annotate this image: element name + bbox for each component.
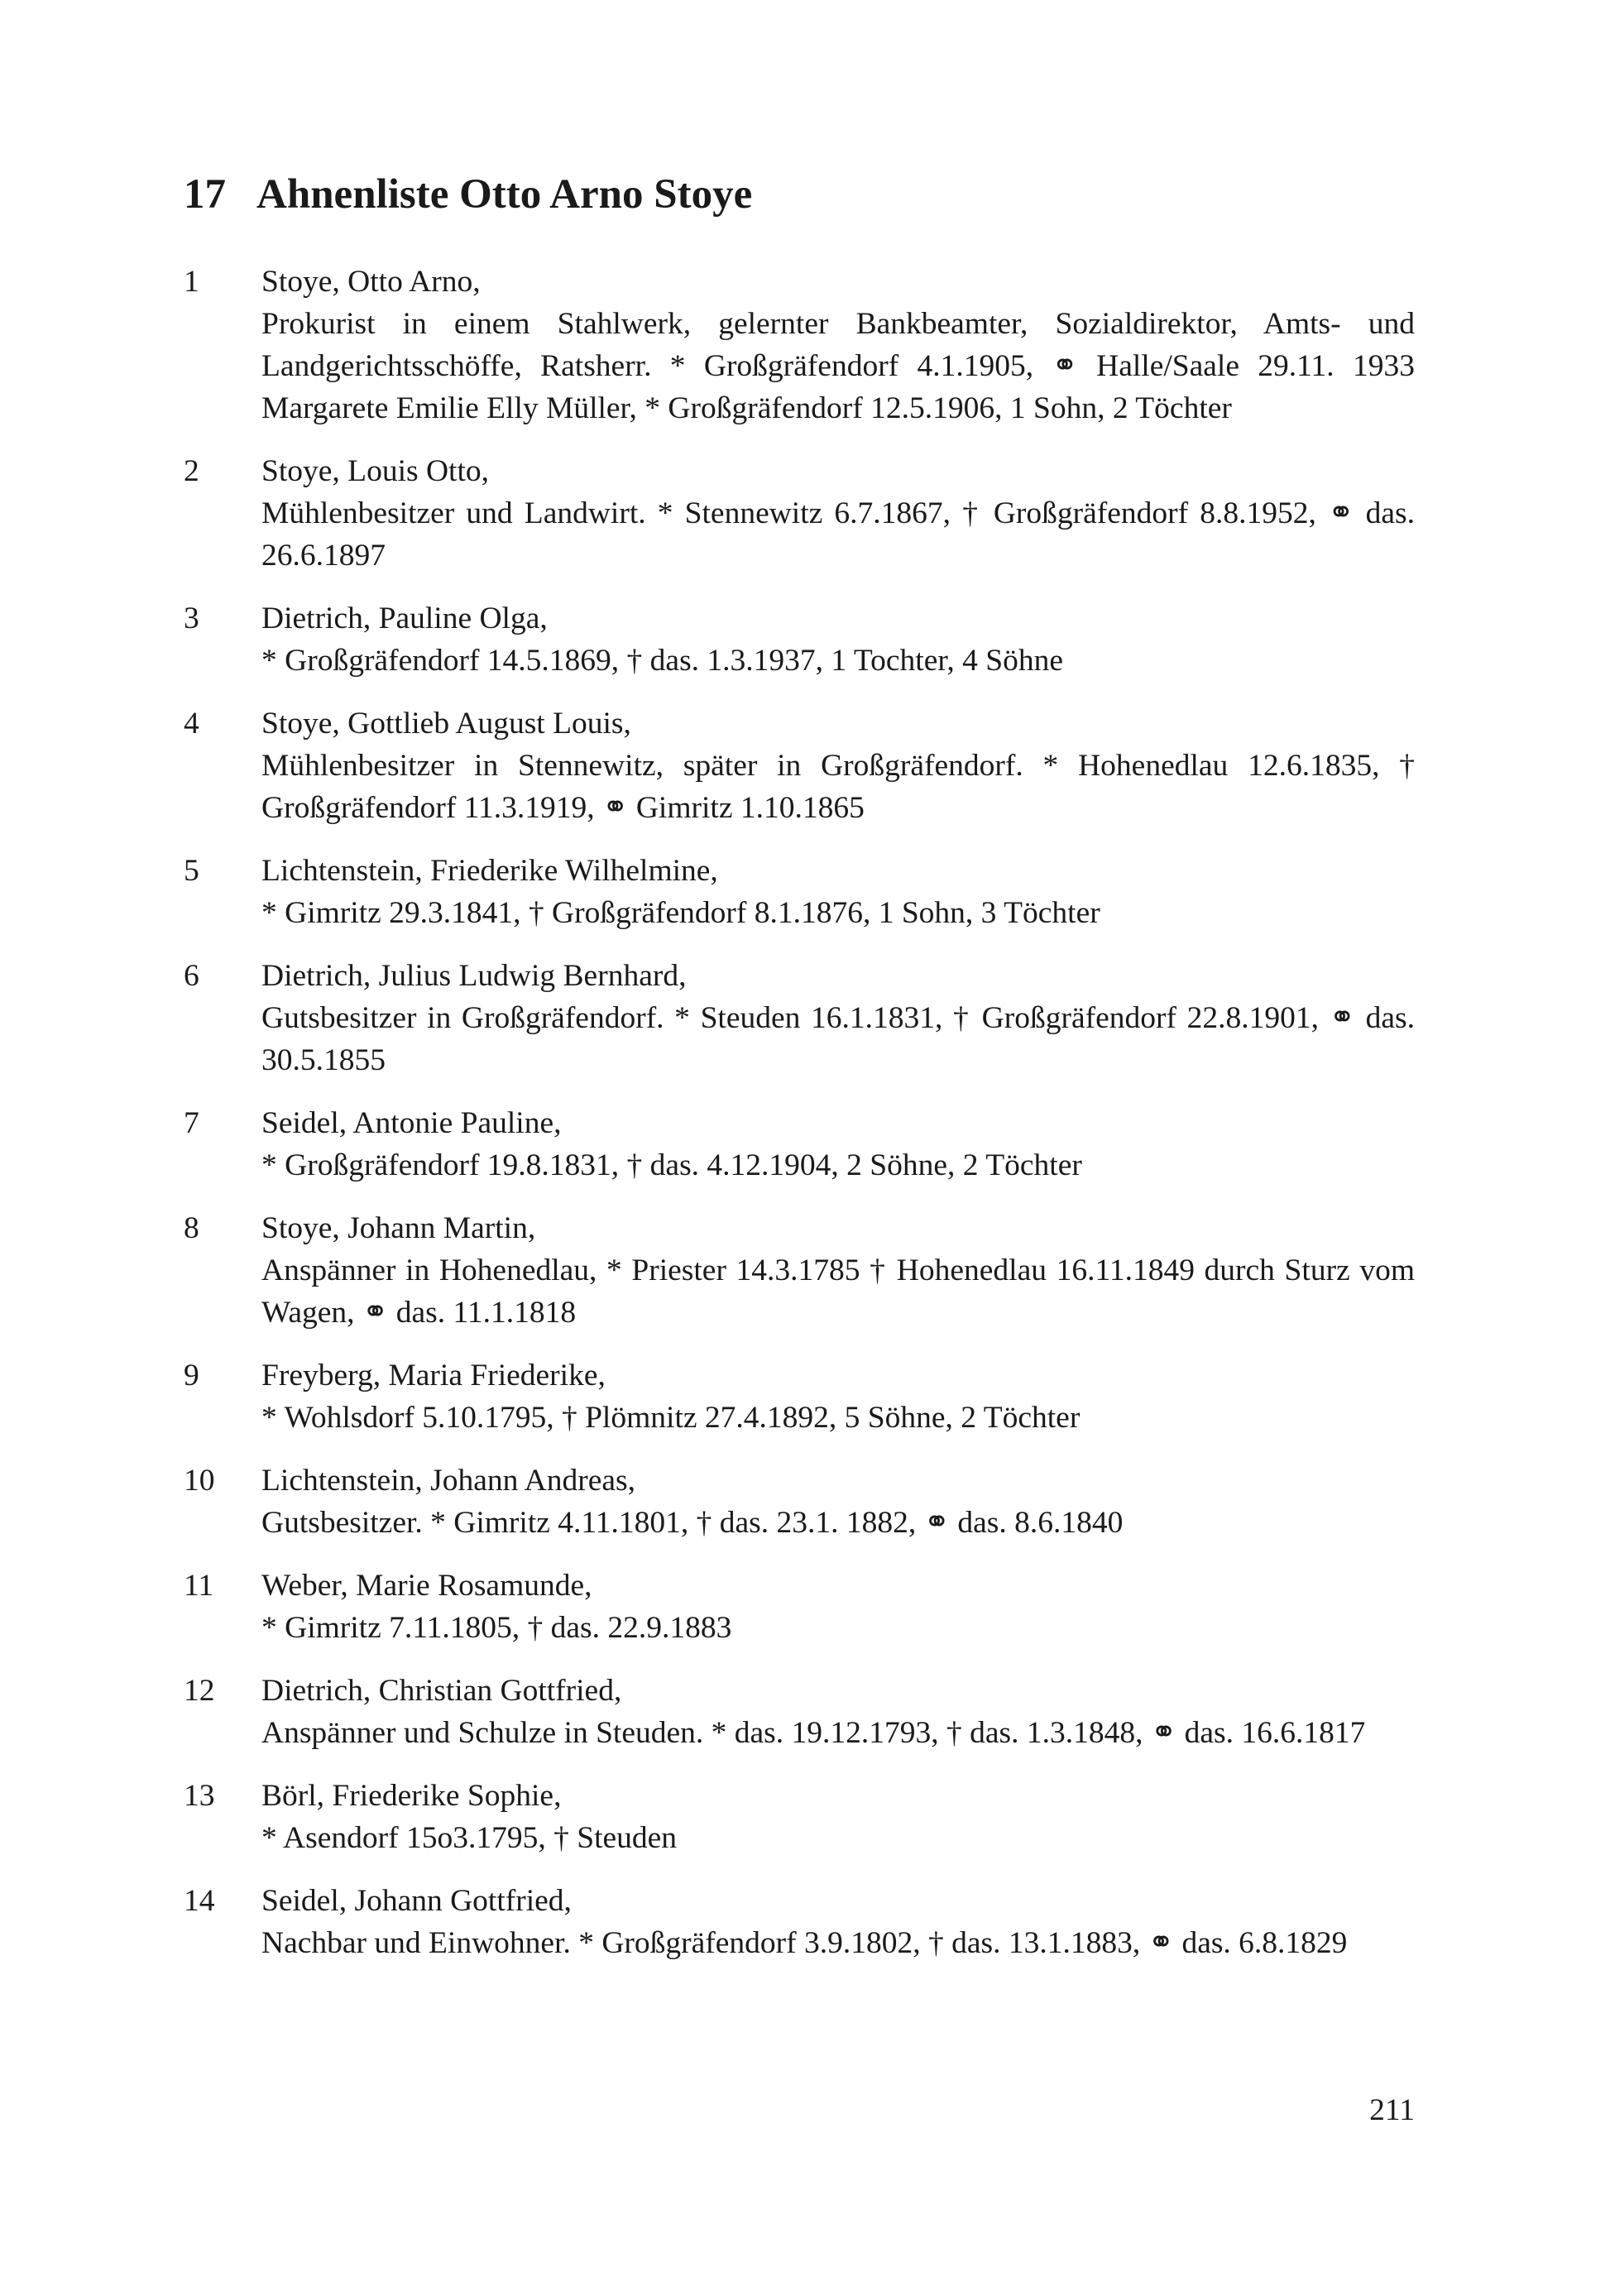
entry-number: 4 — [184, 707, 199, 741]
entry-details: Anspänner in Hohenedlau, * Priester 14.3.1785 † Hohenedlau 16.11.1849 durch Sturz vom Wagen, ⚭ das. 11.1.1818 — [261, 1253, 1415, 1330]
ancestor-list — [184, 261, 1415, 1985]
ancestor-entry — [184, 850, 1415, 934]
ancestor-entry — [184, 1670, 1415, 1754]
ancestor-entry — [184, 1880, 1415, 1964]
entry-name: Freyberg, Maria Friederike, — [261, 1359, 606, 1392]
entry-number: 5 — [184, 854, 199, 888]
entry-details: * Gimritz 7.11.1805, † das. 22.9.1883 — [261, 1611, 732, 1645]
entry-details: Prokurist in einem Stahlwerk, gelernter Bankbeamter, Sozialdirektor, Amts- und Landgerichtsschöffe, Ratsherr. * Großgräfendorf 4.1.1905, ⚭ Halle/Saale 29.11. 1933 Margarete Emilie Elly Müller, * Großgräfendorf 12.5.1906, 1 Sohn, 2 Töchter — [261, 307, 1415, 425]
ancestor-entry — [184, 1354, 1415, 1439]
entry-details: Nachbar und Einwohner. * Großgräfendorf 3.9.1802, † das. 13.1.1883, ⚭ das. 6.8.1829 — [261, 1926, 1348, 1960]
entry-number: 1 — [184, 265, 199, 299]
entry-name: Seidel, Antonie Pauline, — [261, 1106, 562, 1140]
ancestor-entry — [184, 261, 1415, 429]
entry-body — [261, 702, 1415, 829]
entry-body — [261, 1565, 1415, 1649]
entry-number: 8 — [184, 1211, 199, 1245]
entry-number: 14 — [184, 1884, 215, 1918]
entry-name: Lichtenstein, Friederike Wilhelmine, — [261, 854, 718, 888]
entry-number: 7 — [184, 1106, 199, 1140]
entry-number: 2 — [184, 454, 199, 488]
entry-body — [261, 1102, 1415, 1186]
entry-details: Mühlenbesitzer in Stennewitz, später in Großgräfendorf. * Hohenedlau 12.6.1835, † Großgräfendorf 11.3.1919, ⚭ Gimritz 1.10.1865 — [261, 749, 1415, 825]
entry-name: Weber, Marie Rosamunde, — [261, 1569, 592, 1603]
entry-details: * Wohlsdorf 5.10.1795, † Plömnitz 27.4.1892, 5 Söhne, 2 Töchter — [261, 1401, 1081, 1435]
entry-name: Seidel, Johann Gottfried, — [261, 1884, 572, 1918]
ancestor-entry — [184, 1460, 1415, 1544]
entry-body — [261, 597, 1415, 682]
entry-name: Stoye, Johann Martin, — [261, 1211, 536, 1245]
entry-number: 13 — [184, 1779, 215, 1813]
ancestor-entry — [184, 1102, 1415, 1186]
ancestor-entry — [184, 597, 1415, 682]
entry-body — [261, 1880, 1415, 1964]
ancestor-entry — [184, 955, 1415, 1081]
entry-body — [261, 450, 1415, 577]
entry-name: Stoye, Gottlieb August Louis, — [261, 707, 631, 741]
entry-body — [261, 1207, 1415, 1334]
entry-details: Gutsbesitzer in Großgräfendorf. * Steuden 16.1.1831, † Großgräfendorf 22.8.1901, ⚭ das. 30.5.1855 — [261, 1001, 1415, 1077]
ancestor-entry — [184, 450, 1415, 577]
entry-name: Dietrich, Julius Ludwig Bernhard, — [261, 959, 687, 993]
entry-details: * Großgräfendorf 19.8.1831, † das. 4.12.1904, 2 Söhne, 2 Töchter — [261, 1148, 1082, 1182]
entry-body — [261, 1354, 1415, 1439]
entry-details: * Gimritz 29.3.1841, † Großgräfendorf 8.1.1876, 1 Sohn, 3 Töchter — [261, 896, 1100, 930]
entry-name: Stoye, Otto Arno, — [261, 265, 481, 299]
entry-body — [261, 955, 1415, 1081]
ancestor-entry — [184, 1565, 1415, 1649]
page-number: 211 — [1369, 2093, 1415, 2127]
ancestor-entry — [184, 702, 1415, 829]
chapter-title: Ahnenliste Otto Arno Stoye — [256, 171, 753, 218]
entry-name: Stoye, Louis Otto, — [261, 454, 490, 488]
entry-name: Dietrich, Pauline Olga, — [261, 602, 548, 635]
entry-details: * Asendorf 15o3.1795, † Steuden — [261, 1821, 678, 1855]
chapter-heading — [184, 170, 752, 220]
entry-name: Börl, Friederike Sophie, — [261, 1779, 562, 1813]
entry-number: 10 — [184, 1464, 215, 1498]
entry-name: Lichtenstein, Johann Andreas, — [261, 1464, 635, 1498]
entry-body — [261, 1460, 1415, 1544]
entry-body — [261, 850, 1415, 934]
ancestor-entry — [184, 1775, 1415, 1859]
entry-details: Anspänner und Schulze in Steuden. * das. 19.12.1793, † das. 1.3.1848, ⚭ das. 16.6.1817 — [261, 1716, 1366, 1750]
chapter-number: 17 — [184, 171, 226, 218]
entry-details: * Großgräfendorf 14.5.1869, † das. 1.3.1937, 1 Tochter, 4 Söhne — [261, 644, 1063, 678]
entry-name: Dietrich, Christian Gottfried, — [261, 1674, 622, 1708]
entry-details: Mühlenbesitzer und Landwirt. * Stennewitz 6.7.1867, † Großgräfendorf 8.8.1952, ⚭ das. 26.6.1897 — [261, 496, 1415, 573]
entry-details: Gutsbesitzer. * Gimritz 4.11.1801, † das. 23.1. 1882, ⚭ das. 8.6.1840 — [261, 1506, 1124, 1540]
entry-body — [261, 1670, 1415, 1754]
entry-number: 9 — [184, 1359, 199, 1392]
entry-number: 3 — [184, 602, 199, 635]
entry-number: 11 — [184, 1569, 214, 1603]
entry-number: 12 — [184, 1674, 215, 1708]
entry-body — [261, 261, 1415, 429]
entry-number: 6 — [184, 959, 199, 993]
ancestor-entry — [184, 1207, 1415, 1334]
entry-body — [261, 1775, 1415, 1859]
